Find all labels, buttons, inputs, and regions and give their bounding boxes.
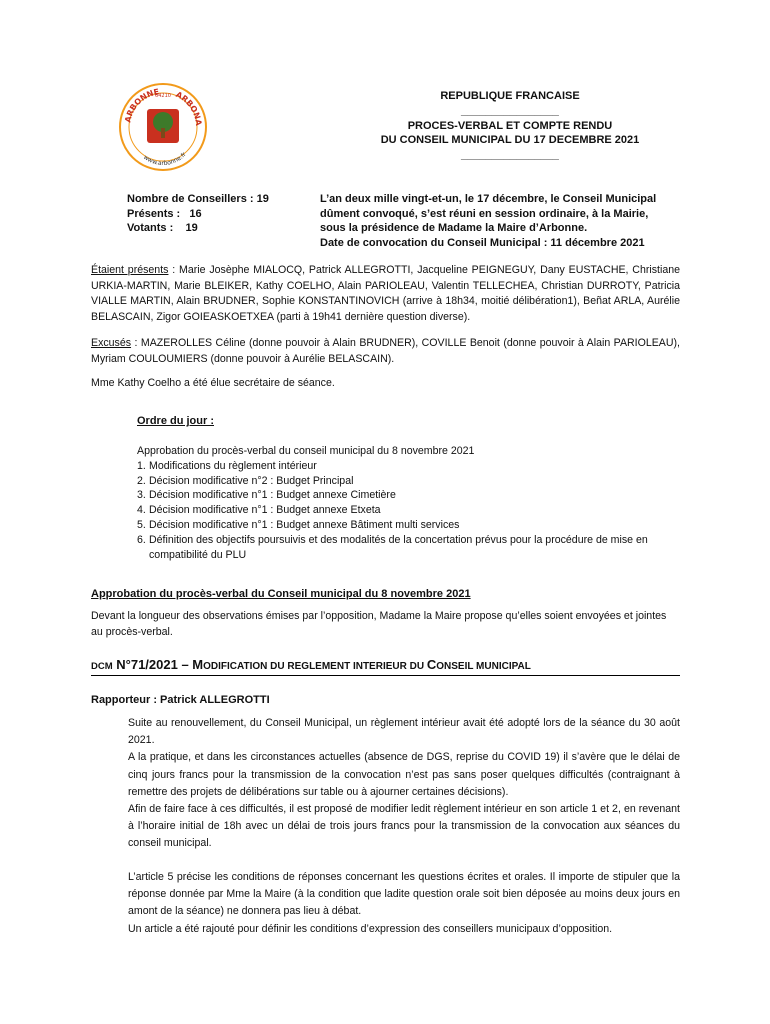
intro-line: sous la présidence de Madame la Maire d’Arbonne. <box>320 222 588 234</box>
header-proces-verbal: PROCES-VERBAL ET COMPTE RENDU <box>407 120 613 132</box>
agenda-item: 6. Définition des objectifs poursuivis et des modalités de la concertation prévus pour la procédure de mise en compatibilité du PLU <box>137 533 648 561</box>
logo-right-text: ARBONA <box>174 89 204 127</box>
header-conseil-date: DU CONSEIL MUNICIPAL DU 17 DECEMBRE 2021 <box>380 134 640 146</box>
dcm-paragraph: L’article 5 précise les conditions de réponses concernant les questions écrites et orales. Il importe de stipuler que la réponse donnée par Mme la Maire (à la condition que ladite question orale soit bien déposée au moins deux jours en amont de la séance) ne donnera pas lieu à débat. <box>128 871 680 918</box>
present-list: : Marie Josèphe MIALOCQ, Patrick ALLEGROTTI, Jacqueline PEIGNEGUY, Dany EUSTACHE, Christiane URKIA-MARTIN, Marie BLEIKER, Kathy COELHO, Alain PARIOLEAU, Valentin TELLECHEA, Christian DURROTY, Patricia VIALLE MARTIN, Alain BRUDNER, Sophie KONSTANTINOVICH (arrive à 18h34, moitié délibération1), Beñat ARLA, Aurélie BELASCAIN, Zigor GOIEASKOETXEA (parti à 19h41 dernière question diverse). <box>91 264 681 323</box>
convocation-date: Date de convocation du Conseil Municipal : 11 décembre 2021 <box>320 236 645 249</box>
rapporteur: Rapporteur : Patrick ALLEGROTTI <box>91 694 270 706</box>
secretary-note: Mme Kathy Coelho a été élue secrétaire de séance. <box>91 377 335 389</box>
document-header <box>340 89 680 162</box>
dcm-title-part: ODIFICATION DU REGLEMENT INTERIEUR DU <box>203 661 427 672</box>
agenda-title: Ordre du jour : <box>137 415 214 427</box>
dcm-title-initial: C <box>426 657 437 672</box>
count-presents: Présents : 16 <box>127 207 202 220</box>
dcm-body <box>128 715 680 853</box>
logo-postal: 64210 <box>155 93 171 99</box>
dcm-paragraph: Un article a été rajouté pour définir les conditions d’expression des conseillers municipaux d’opposition. <box>128 922 613 935</box>
excused-label: Excusés <box>91 337 132 349</box>
logo-url: www.arbonne.fr <box>142 151 188 168</box>
present-members <box>91 263 680 325</box>
agenda-item: 3. Décision modificative n°1 : Budget annexe Cimetière <box>137 489 396 502</box>
header-separator: ________________ <box>461 149 559 161</box>
dcm-body-continued <box>128 869 680 938</box>
excused-members <box>91 336 680 367</box>
approval-title: Approbation du procès-verbal du Conseil municipal du 8 novembre 2021 <box>91 588 471 600</box>
present-label: Étaient présents <box>91 264 169 276</box>
dcm-number: N°71/2021 – <box>112 657 193 672</box>
count-votants: Votants : 19 <box>127 222 198 234</box>
intro-line: L’an deux mille vingt-et-un, le 17 décembre, le Conseil Municipal <box>320 193 657 205</box>
agenda-item: 5. Décision modificative n°1 : Budget annexe Bâtiment multi services <box>137 518 460 531</box>
header-separator: ________________ <box>461 105 559 117</box>
dcm-title-initial: M <box>192 657 204 672</box>
arbonne-logo <box>118 82 208 172</box>
dcm-heading-rule <box>91 675 680 676</box>
header-republique: REPUBLIQUE FRANCAISE <box>440 90 580 102</box>
session-intro <box>320 192 690 250</box>
dcm-paragraph: Afin de faire face à ces difficultés, il est proposé de modifier ledit règlement intérieur en son article 1 et 2, en revenant à l’horaire initial de 18h avec un délai de trois jours francs pour la transmission de la convocation aux séances du conseil municipal. <box>128 803 680 850</box>
excused-list: : MAZEROLLES Céline (donne pouvoir à Alain BRUDNER), COVILLE Benoit (donne pouvoir à Alain PARIOLEAU), Myriam COULOUMIERS (donne pouvoir à Aurélie BELASCAIN). <box>91 337 680 365</box>
logo-top-text: ARBONNE <box>123 87 160 124</box>
count-conseillers: Nombre de Conseillers : 19 <box>127 193 269 205</box>
dcm-paragraph: A la pratique, et dans les circonstances actuelles (absence de DGS, reprise du COVID 19) il s’avère que le délai de cinq jours francs pour la transmission de la convocation n’est pas sans poser quelques difficultés (contraignant à remettre des projets de délibérations sur table ou à ajourner certaines décisions). <box>128 751 680 798</box>
approval-text: Devant la longueur des observations émises par l’opposition, Madame la Maire propose qu’elles soient envoyées et jointes au procès-verbal. <box>91 610 667 638</box>
attendance-counts <box>127 192 307 236</box>
agenda-item: 2. Décision modificative n°2 : Budget Principal <box>137 474 354 487</box>
agenda-list <box>137 459 677 563</box>
dcm-paragraph: Suite au renouvellement, du Conseil Municipal, un règlement intérieur avait été adopté lors de la séance du 30 août 2021. <box>128 717 680 747</box>
agenda-section <box>137 414 677 562</box>
agenda-item: 4. Décision modificative n°1 : Budget annexe Etxeta <box>137 504 381 517</box>
dcm-heading <box>91 656 680 676</box>
dcm-title-part: ONSEIL MUNICIPAL <box>436 661 531 672</box>
dcm-prefix: DCM <box>91 661 113 672</box>
agenda-intro: Approbation du procès-verbal du conseil municipal du 8 novembre 2021 <box>137 445 475 457</box>
agenda-item: 1. Modifications du règlement intérieur <box>137 459 317 472</box>
intro-line: dûment convoqué, s’est réuni en session ordinaire, à la Mairie, <box>320 207 649 220</box>
